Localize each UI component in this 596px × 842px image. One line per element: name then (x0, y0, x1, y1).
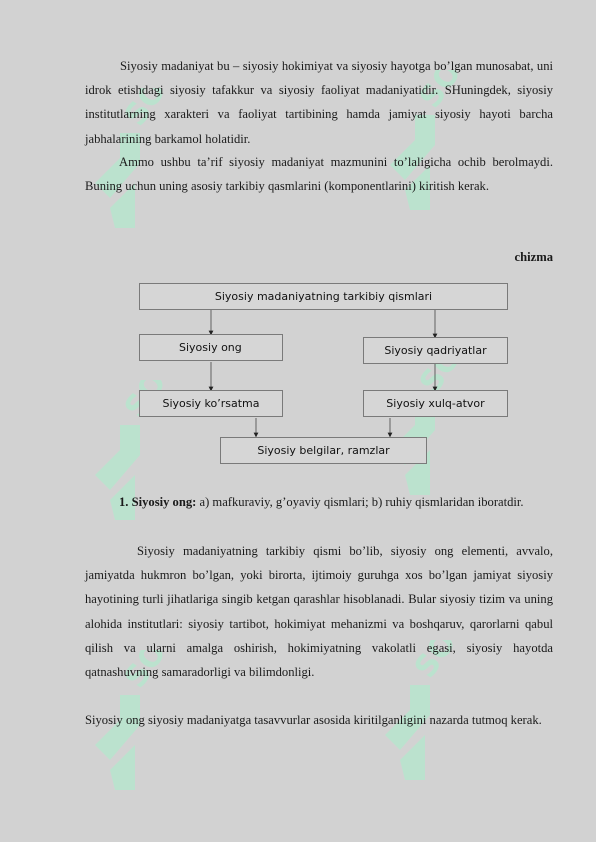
term-description: a) mafkuraviy, g’oyaviy qismlari; b) ruhiy qismlaridan iboratdir. (196, 495, 524, 509)
term-heading: 1. Siyosiy ong: (119, 495, 197, 509)
paragraph-components-intro: Ammo ushbu ta’rif siyosiy madaniyat mazmunini to’laligicha ochib berolmaydi. Buning uchun uning asosiy tarkibiy qasmlarini (komponentlarini) kiritish kerak. (85, 155, 553, 194)
watermark-logo (375, 355, 485, 505)
diagram-box-political-values: Siyosiy qadriyatlar (363, 337, 508, 364)
diagram-box-political-behavior: Siyosiy xulq-atvor (363, 390, 508, 417)
paragraph-explanation: Siyosiy madaniyatning tarkibiy qismi bo’lib, siyosiy ong elementi, avvalo, jamiyatda hukmron bo’lgan, yoki birorta, ijtimoiy guruhga xos bo’lgan jamiyat siyosiy hayotining turli jihatlariga singib ketgan qarashlar hisoblanadi. Bular siyosiy tizim va uning alohida institutlari: siyosiy tartibot, hokimiyat mehanizmi va boshqaruv, qarorlarni qabul qilish va ularni amalga oshirish, hokimiyatning vakolatli egasi, siyosiy hayotda qatnashuvning samaradorligi va bilimdonligi. (85, 544, 553, 680)
figure-label: chizma (514, 250, 553, 264)
paragraph-definition: Siyosiy madaniyat bu – siyosiy hokimiyat va siyosiy hayotga bo’lgan munosabat, uni idrok etishdagi siyosiy tafakkur va siyosiy faoliyat madaniyatidir. SHuningdek, siyosiy institutlarning xarakteri va faoliyat tartibining hamda jamiyat siyosiy hayoti barcha jabhalarining barkamol holatidir. (85, 59, 553, 146)
diagram-box-root: Siyosiy madaniyatning tarkibiy qismlari (139, 283, 508, 310)
paragraph-political-consciousness (85, 490, 553, 514)
diagram-box-political-consciousness: Siyosiy ong (139, 334, 283, 361)
paragraph-conclusion: Siyosiy ong siyosiy madaniyatga tasavvurlar asosida kiritilganligini nazarda tutmoq kerak. (85, 713, 542, 727)
diagram-box-political-symbols: Siyosiy belgilar, ramzlar (220, 437, 427, 464)
diagram-box-political-guidance: Siyosiy ko’rsatma (139, 390, 283, 417)
